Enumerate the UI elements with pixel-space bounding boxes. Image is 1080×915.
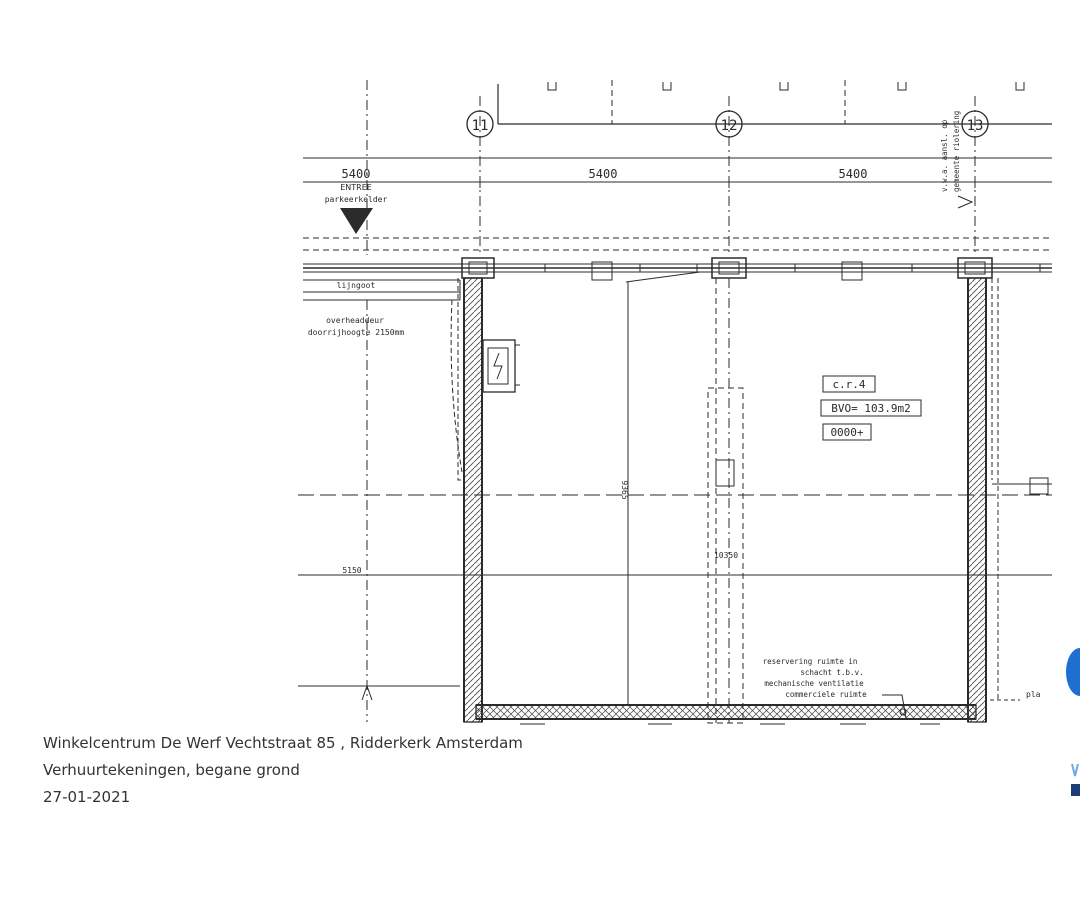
entrance-arrow-icon bbox=[340, 208, 373, 234]
dimension-top-1: 5400 bbox=[341, 167, 371, 181]
lijngoot-label: lijngoot bbox=[336, 281, 376, 290]
note-line-3: mechanische ventilatie bbox=[764, 679, 864, 688]
bvo-label: BVO= 103.9m2 bbox=[831, 402, 911, 415]
caption-subtitle: Verhuurtekeningen, begane grond bbox=[43, 761, 300, 779]
grid-label-11: 11 bbox=[471, 118, 489, 134]
note-line-4: commerciele ruimte bbox=[785, 690, 867, 699]
dimension-top-2: 5400 bbox=[588, 167, 618, 181]
grid-label-13: 13 bbox=[966, 118, 984, 134]
dimension-10350: 10350 bbox=[713, 551, 739, 560]
note-line-1: reservering ruimte in bbox=[762, 657, 858, 666]
dimension-top-3: 5400 bbox=[838, 167, 868, 181]
caption-date: 27-01-2021 bbox=[43, 788, 131, 806]
logo-fragment bbox=[1066, 648, 1080, 798]
right-edge-label: pla bbox=[1026, 690, 1041, 699]
dimension-5150: 5150 bbox=[342, 566, 362, 575]
entree-label: ENTREE bbox=[340, 183, 372, 192]
dimension-9365: 9365 bbox=[620, 480, 629, 500]
top-wall-markers bbox=[548, 82, 1024, 90]
doorrijhoogte-label: doorrijhoogte 2150mm bbox=[307, 328, 405, 337]
unit-code: c.r.4 bbox=[832, 378, 866, 391]
note-line-2: schacht t.b.v. bbox=[800, 668, 864, 677]
vertical-note-1: v.w.a. aansl. op bbox=[940, 119, 949, 192]
caption-title: Winkelcentrum De Werf Vechtstraat 85 , Ridderkerk Amsterdam bbox=[43, 734, 523, 752]
grid-label-12: 12 bbox=[720, 118, 738, 134]
overheaddeur-label: overheaddeur bbox=[326, 316, 384, 325]
vertical-note-2: gemeente riolering bbox=[952, 110, 961, 192]
parkeerkelder-label: parkeerkelder bbox=[324, 195, 388, 204]
level-label: 0000+ bbox=[830, 426, 864, 439]
